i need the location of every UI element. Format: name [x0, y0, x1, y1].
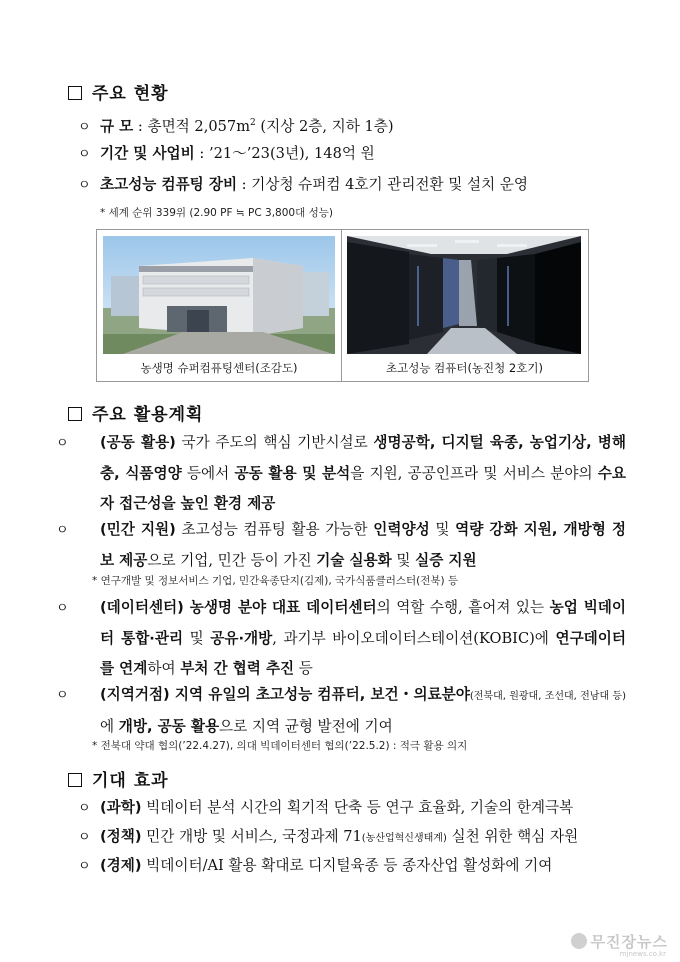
effect-item-economy: ㅇ (경제) 빅데이터/AI 활용 확대로 디지털육종 등 종자산업 활성화에 기여	[78, 851, 626, 882]
circle-bullet-icon: ㅇ	[78, 801, 91, 816]
circle-bullet-icon: ㅇ	[56, 436, 69, 451]
photo-table	[96, 229, 589, 382]
mountain-logo-icon	[571, 933, 587, 949]
circle-bullet-icon: ㅇ	[56, 523, 69, 538]
status-item-equipment: ㅇ 초고성능 컴퓨팅 장비 : 기상청 슈퍼컴 4호기 관리전환 및 설치 운영	[78, 170, 626, 201]
note-world-rank: * 세계 순위 339위 (2.90 PF ≒ PC 3,800대 성능)	[100, 207, 333, 219]
section-title-plan: 주요 활용계획	[68, 400, 203, 425]
building-rendering-image	[103, 236, 335, 354]
photo-caption-computer: 초고성능 컴퓨터(농진청 2호기)	[386, 361, 543, 375]
circle-bullet-icon: ㅇ	[78, 830, 91, 845]
plan-item-common-use: ㅇ (공동 활용) 국가 주도의 핵심 기반시설로 생명공학, 디지털 육종, 농업기상, 병해충, 식품영양 등에서 공동 활용 및 분석을 지원, 공공인프라 및 서비스 분야의 수요자 접근성을 높인 환경 제공	[78, 428, 626, 519]
supercomputer-room-image	[347, 236, 581, 354]
plan-item-private-support: ㅇ (민간 지원) 초고성능 컴퓨팅 활용 가능한 인력양성 및 역량 강화 지원, 개방형 정보 제공으로 기업, 민간 등이 가진 기술 실용화 및 실증 지원	[78, 515, 626, 576]
circle-bullet-icon: ㅇ	[78, 859, 91, 874]
circle-bullet-icon: ㅇ	[56, 688, 69, 703]
plan-item-data-center: ㅇ (데이터센터) 농생명 분야 대표 데이터센터의 역할 수행, 흩어져 있는 농업 빅데이터 통합·관리 및 공유·개방, 과기부 바이오데이터스테이션(KOBIC)에 연구데이터를 연계하여 부처 간 협력 추진 등	[78, 593, 626, 684]
plan-item-regional-hub: ㅇ (지역거점) 지역 유일의 초고성능 컴퓨터, 보건・의료분야(전북대, 원광대, 조선대, 전남대 등)에 개방, 공동 활용으로 지역 균형 발전에 기여	[78, 680, 626, 742]
photo-caption-building: 농생명 슈퍼컴퓨팅센터(조감도)	[97, 358, 342, 378]
section-title-effects: 기대 효과	[68, 766, 169, 791]
square-marker-icon	[68, 773, 82, 787]
note-regional-hub: * 전북대 약대 협의(’22.4.27), 의대 빅데이터센터 협의(’22.5.2) : 적극 활용 의지	[92, 740, 468, 752]
watermark-logo: 무진장뉴스 mjnews.co.kr	[571, 931, 668, 952]
square-marker-icon	[68, 407, 82, 421]
circle-bullet-icon: ㅇ	[78, 178, 91, 193]
status-item-scale: ㅇ 규 모 : 총면적 $2,057m^2$ (지상 2층, 지하 1층)	[78, 108, 626, 143]
effect-item-science: ㅇ (과학) 빅데이터 분석 시간의 획기적 단축 등 연구 효율화, 기술의 한계극복	[78, 793, 626, 824]
effect-item-policy: ㅇ (정책) 민간 개방 및 서비스, 국정과제 71(농산업혁신생태계) 실천 위한 핵심 자원	[78, 822, 626, 854]
circle-bullet-icon: ㅇ	[78, 119, 91, 135]
section-title-status: 주요 현황	[68, 79, 169, 104]
circle-bullet-icon: ㅇ	[78, 147, 91, 162]
status-item-period: ㅇ 기간 및 사업비 : ’21～’23(3년), 148억 원	[78, 139, 626, 170]
circle-bullet-icon: ㅇ	[56, 601, 69, 616]
square-marker-icon	[68, 86, 82, 100]
note-private-support: * 연구개발 및 정보서비스 기업, 민간육종단지(김제), 국가식품클러스터(전북) 등	[92, 575, 459, 587]
